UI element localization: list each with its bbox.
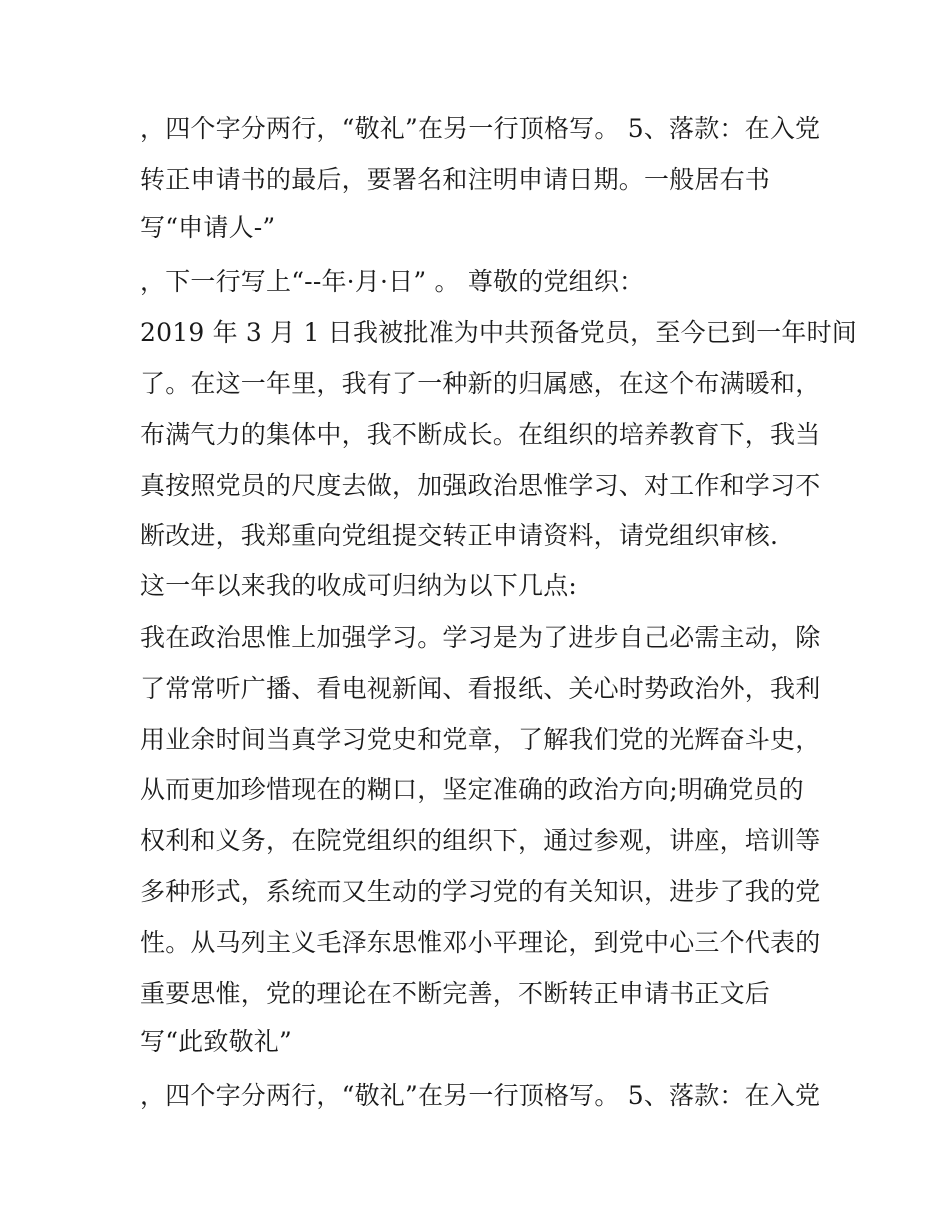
text-line: 2019 年 3 月 1 日我被批准为中共预备党员，至今已到一年时间 xyxy=(140,318,857,347)
text-line: 用业余时间当真学习党史和党章，了解我们党的光辉奋斗史， xyxy=(140,725,821,754)
text-line: 写“此致敬礼” xyxy=(140,1027,292,1056)
text-line: 这一年以来我的收成可归纳为以下几点: xyxy=(140,571,578,600)
text-line: ，下一行写上“--年·月·日” 。 尊敬的党组织： xyxy=(140,267,645,296)
text-line: 重要思惟，党的理论在不断完善，不断转正申请书正文后 xyxy=(140,979,771,1008)
text-line: 了。在这一年里，我有了一种新的归属感，在这个布满暖和， xyxy=(140,369,821,398)
text-line: 性。从马列主义毛泽东思惟邓小平理论，到党中心三个代表的 xyxy=(140,928,821,957)
text-line: 权利和义务，在院党组织的组织下，通过参观，讲座，培训等 xyxy=(140,826,821,855)
text-line: 断改进，我郑重向党组提交转正申请资料，请党组织审核. xyxy=(140,521,779,550)
text-line: ，四个字分两行，“敬礼”在另一行顶格写。 5、落款：在入党 xyxy=(140,1081,821,1110)
text-line: 从而更加珍惜现在的糊口，坚定准确的政治方向;明确党员的 xyxy=(140,775,804,804)
text-line: ，四个字分两行，“敬礼”在另一行顶格写。 5、落款：在入党 xyxy=(140,114,821,143)
text-line: 真按照党员的尺度去做，加强政治思惟学习、对工作和学习不 xyxy=(140,471,821,500)
text-line: 布满气力的集体中，我不断成长。在组织的培养教育下，我当 xyxy=(140,420,821,449)
text-line: 我在政治思惟上加强学习。学习是为了进步自己必需主动，除 xyxy=(140,623,821,652)
text-line: 转正申请书的最后，要署名和注明申请日期。一般居右书 xyxy=(140,165,771,194)
text-line: 多种形式，系统而又生动的学习党的有关知识，进步了我的党 xyxy=(140,877,821,906)
text-line: 写“申请人-” xyxy=(140,213,276,242)
text-line: 了常常听广播、看电视新闻、看报纸、关心时势政治外，我利 xyxy=(140,674,821,703)
